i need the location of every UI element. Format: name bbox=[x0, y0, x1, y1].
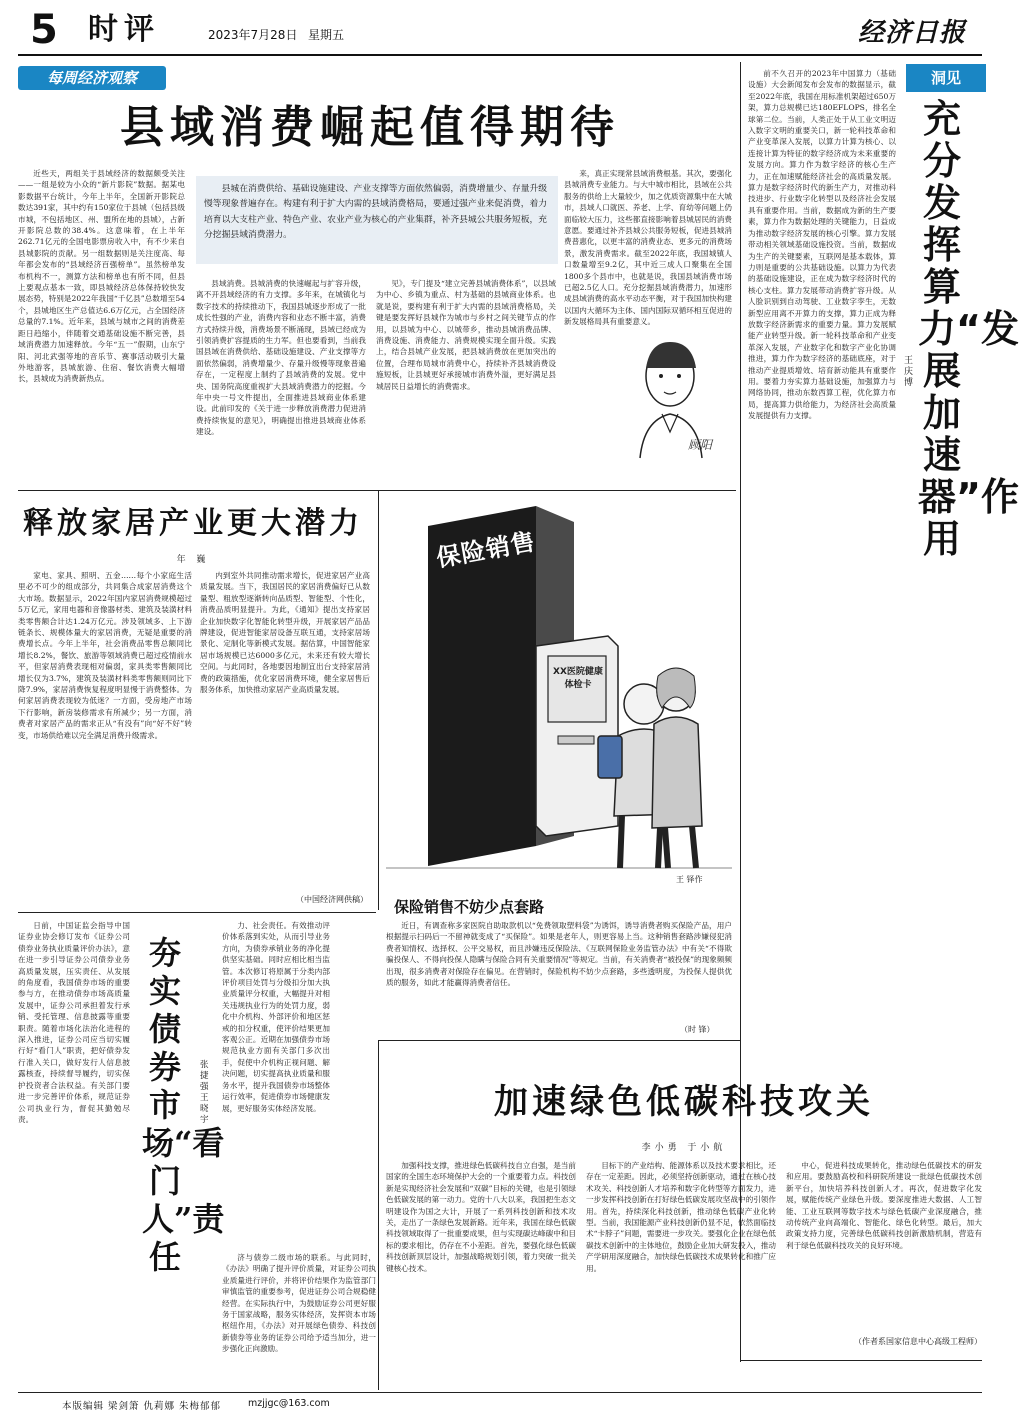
home-col-1 bbox=[18, 570, 192, 906]
home-author: 年 巍 bbox=[176, 555, 210, 565]
bond-title: 夯实债券市场“看门人”责任 bbox=[142, 934, 225, 1276]
bond-col-1 bbox=[18, 920, 130, 1390]
cartoon-text-author: （时 锋） bbox=[680, 1025, 715, 1034]
lead-title: 县域消费崛起值得期待 bbox=[120, 102, 620, 153]
footer-editors: 本版编辑 梁剑箫 仇莉娜 朱梅郁郁 bbox=[62, 1401, 222, 1412]
bond-green-divider bbox=[378, 1040, 379, 1390]
cartoon-text-block bbox=[386, 920, 732, 1024]
lead-col-1 bbox=[18, 168, 185, 486]
lead-col-2 bbox=[196, 278, 366, 486]
home-cartoon-divider bbox=[378, 490, 379, 910]
issue-date: 2023年7月28日 bbox=[208, 28, 298, 42]
lead-pullquote bbox=[196, 176, 558, 264]
kiosk-screen-text: XX医院健康体检卡 bbox=[553, 667, 603, 690]
bond-col-2 bbox=[222, 920, 330, 1244]
home-title: 释放家居产业更大潜力 bbox=[23, 506, 363, 541]
right-column-body: 前不久召开的2023年中国算力（基础设施）大会新闻发布会发布的数据显示，截至2022年底，我国在用标准机架超过650万架，算力总规模已达180EFLOPS，排名全球第二位。当前，人类正处于从工业文明迈入数字文明的重要关口，新一轮科技革命和产业变革深入发展，以算力计算为核心、以连接计算为特征的数字经济成为未来重要的发展方向。算力作为数字经济的核心生产力，正在加速赋能经济社会的高质量发展。算力是数字经济时代的新生产力，对推动科技进步、行业数字化转型以及经济社会发展具有重要作用。当前，数据成为新的生产要素，算力作为数据处理的关键能力，日益成为推动数字经济发展的核心引擎。算力发展带动相关领域基础设施投资。当前，数据成为生产的关键要素，互联网是基本载体，算力则是重要的公共基础设施。以算力为代表的基础设施建设，正在成为数字经济时代的核心支柱。算力发展带动消费扩容升级。从人脸识别到自动驾驶、工业数字孪生，无数新型应用离不开算力的支撑，算力正成为释放数字经济新需求的重要力量。算力发展赋能产业转型升级。新一轮科技革命和产业变革深入发展，产业数字化和数字产业化协调推进，算力作为数字经济的基础底座，对于推动产业提质增效、培育新动能具有重要作用。要着力夯实算力基础设施，加强算力与网络协同，推动东数西算工程，优化算力布局，提高算力供给能力，为经济社会高质量发展提供有力支撑。 bbox=[748, 69, 896, 421]
right-column-author: 王庆博 bbox=[904, 356, 914, 388]
lead-bottom-rule bbox=[18, 490, 736, 491]
issue-weekday: 星期五 bbox=[308, 28, 345, 42]
author-portrait bbox=[610, 328, 728, 474]
green-col-3 bbox=[786, 1160, 982, 1388]
home-text-2: 内到室外共同推动需求增长，促进家居产业高质量发展。当下，我国居民的家居消费偏好已从数量型、粗放型逐渐转向品质型、智能型、个性化，消费品质明显提升。为此，《通知》提出支持家居企业加快数字化智能化转型升级，开展家居产品品牌建设，促进智能家居设备互联互通，支持家居场景化、定制化等新模式发展。据估算，中国智能家居市场规模已达6000多亿元，未来还有较大增长空间。与此同时，各地要因地制宜出台支持家居消费的政策措施，优化家居消费环境，健全家居售后服务体系，加快推动家居产业高质量发展。 bbox=[200, 571, 370, 695]
cartoon-bottom-rule bbox=[378, 1040, 740, 1041]
cartoon bbox=[386, 496, 732, 890]
section-name: 时评 bbox=[88, 12, 160, 47]
green-title: 加速绿色低碳科技攻关 bbox=[494, 1082, 874, 1122]
bond-author: 张捷强 王晓宇 bbox=[200, 1060, 209, 1125]
masthead bbox=[0, 0, 1000, 62]
bond-text-1: 日前，中国证监会指导中国证券业协会修订发布《证券公司债券业务执业质量评价办法》，意在进一步引导证券公司债券业务高质量发展，压实责任、从发展的角度看，我国债券市场的重要参与方，在推动债券市场高质量发展中，证券公司承担着发行承销、受托管理、信息披露等重要职责。随着市场化法治化进程的深入推进，证券公司应当切实履行好“看门人”职责，把好债券发行准入关口，做好发行人信息披露核查，持续督导履约，切实保护投资者合法权益。有关部门要进一步完善评价体系，规范证券公司执业行为，督促其勤勉尽责。 bbox=[18, 921, 130, 1124]
home-col-2 bbox=[200, 570, 370, 890]
bond-text-2: 力、社会责任。有效推动评价体系落到实处，从而引导业务方向，为债券承销业务的净化提供坚实基础。同时应相比相当监管。本次修订将原属于分类内部评价项目处罚与分级扣分加大执业质量评分权重，大幅提升对相关违规执业行为的处罚力度，弱化中介机构、外部评价和地区惩戒的扣分权重，使评价结果更加客观公正。近期在加强债券市场规范执业方面有关部门多次出手，促使中介机构正视问题、解决问题，切实提高执业质量和服务水平，提升我国债券市场整体运行效率，促进债券市场健康发展，更好服务实体经济发展。 bbox=[222, 921, 330, 1113]
masthead-rule bbox=[18, 54, 982, 56]
lead-pullquote-text: 县城在消费供给、基础设施建设、产业支撑等方面依然偏弱，消费增量少、存量升级慢等现象普遍存在。构建有利于扩大内需的县域消费格局，要通过强产业来促消费，着力培育以大支柱产业、特色产业、农业产业为核心的产业集群，补齐县城公共服务短板，充分挖掘县域消费潜力。 bbox=[204, 184, 548, 241]
home-text-1: 家电、家具、照明、五金……每个小家庭生活里必不可少的组成部分，共同集合成家居消费这个大市场。数据显示，2022年国内家居消费规模超过5万亿元，家用电器和音像器材类、建筑及装潢材料类零售额合计达1.24万亿元。涉及领域多、上下游链条长、规模体量大的家居消费，无疑是重要的消费增长点。今年上半年，社会消费品零售总额同比增长8.2%，餐饮、旅游等领域消费已超过疫情前水平，但家居消费表现相对偏弱，家具类零售额同比增长仅为3.7%，建筑及装潢材料类零售额则同比下降7.9%，家居消费恢复程度明显慢于消费整体。为何家居消费表现较为低迷？一方面，受房地产市场下行影响，新房装修需求有所减少；另一方面，消费者对家居产品的需求正从“有没有”向“好不好”转变，市场供给难以完全满足消费升级需求。 bbox=[18, 571, 192, 740]
cartoon-artist: 王 铎作 bbox=[676, 875, 703, 884]
footer-rule bbox=[18, 1392, 982, 1393]
page-number: 5 bbox=[30, 7, 58, 53]
mid-rule bbox=[18, 912, 376, 913]
home-footer: （中国经济网供稿） bbox=[296, 895, 368, 904]
author-signature: 顾阳 bbox=[688, 438, 713, 452]
green-col-2 bbox=[586, 1160, 776, 1388]
cartoon-text: 近日，有调查称多家医院自助取款机以“免费领取塑料袋”为诱饵，诱导消费者购买保险产品，用户根据提示扫码后一不留神就变成了“买保险”。如果是老年人，则更容易上当。这种销售套路涉嫌侵犯消费者知情权、选择权、公平交易权，而且涉嫌违反保险法、《互联网保险业务监管办法》中有关“不得欺骗投保人、不得向投保人隐瞒与保险合同有关重要情况”等规定。当前，有关消费者“被投保”的现象频频出现，很多消费者对保险存在偏见。在营销时，保险机构不妨少点套路，多些透明度，为投保人提供优质的服务，如此才能赢得消费者信任。 bbox=[386, 921, 732, 988]
lead-col-3 bbox=[376, 278, 556, 486]
cartoon-title: 保险销售不妨少点套路 bbox=[394, 898, 545, 916]
column-tag-label: 每周经济观察 bbox=[46, 69, 137, 87]
right-column-title: 充分发挥算力“发展加速器”作用 bbox=[918, 97, 1019, 561]
lead-text-3: 见》，专门提及“建立完善县城消费体系”，以县域为中心、乡镇为重点、村为基础的县城商业体系。也就是说，要构建有利于扩大内需的县域消费格局，关键是要发挥好县城作为城市与乡村之间关键节点的作用，以县城为中心、以城带乡，推动县城消费品牌、消费设施、消费能力、消费规模实现全面升级。实践上，结合县城产业发展，把县城消费放在更加突出的位置，合理布局城市消费中心，持续补齐县城消费设施短板，让县城更好承接城市消费外溢，更好满足县城居民日益增长的消费需求。 bbox=[376, 279, 556, 391]
lead-text-4: 来，真正实现常县域消费根基。其次，要强化县城消费专业能力。与大中城市相比，县域在公共服务的供给上大量较少，加之优质资源集中在大城市，县域人口就医、养老、上学、育幼等问题上仍面临较大压力，这些都直接影响着县城居民的消费意愿。要通过补齐县城公共服务短板，促进县城消费普惠化，以更丰富的消费业态、更多元的消费场景，激发消费需求。截至2022年底，我国城镇人口数量增至9.2亿，其中近三成人口聚集在全国1800多个县市中，也就是说，我国县域消费市场已超2.5亿人口。充分挖掘县域消费潜力，加速形成县域消费的高水平动态平衡，对于我国加快构建以国内大循环为主体、国内国际双循环相互促进的新发展格局具有重要意义。 bbox=[564, 169, 732, 327]
footer-email: mzjjgc@163.com bbox=[248, 1398, 330, 1409]
green-text-2: 目标下的产业结构、能源体系以及技术要求相比，还存在一定差距。因此，必须坚持创新驱动，通过在核心技术攻关、科技创新人才培养和数字化转型等方面发力，进一步发挥科技创新在打好绿色低碳发展攻坚战中的引领作用。首先，持续深化科技创新，推动绿色低碳产业化转型。当前，我国能源产业科技创新仍显不足，依然面临技术“卡脖子”问题，需要进一步攻关。要强化企业在绿色低碳技术创新中的主体地位，鼓励企业加大研发投入，推动产学研用深度融合，加快绿色低碳技术成果转化和推广应用。 bbox=[586, 1161, 777, 1273]
booth-sign: 保险销售 bbox=[434, 527, 538, 573]
lead-text-1: 近些天，两组关于县域经济的数据颇受关注——一组是较为小众的“新片影院”数据。据某电影数据平台统计，今年上半年，全国新开影院总数达391家，其中约有150家位于县城（包括县级市城，不包括地区、州、盟所在地的县城），占新开影院总数的38.4%。这意味着，在上半年262.71亿元的全国电影票房收入中，有不少来自县城影院的贡献。另一组数据则是关注度高、每年都会发布的“县域经济百强榜单”。虽然榜单发布机构不一，测算方法和榜单也有所不同，但县上要观点基本一致，即县城经济总体保持较快发展态势，特别是2022年我国“千亿县”总数增至54个，县城地区生产总值达6.6万亿元，占全国经济总量的7.1%。近年来，县域与城市之间的消费差距日趋缩小，伴随着交通基础设施不断完善，县域消费潜力加速释放。今年“五一”假期，山东宁阳、河北武强等地的音乐节、赛事活动吸引大量外地游客，县城旅游、住宿、餐饮消费大幅增长，县城成为消费新热点。 bbox=[18, 169, 185, 384]
right-column-tag bbox=[906, 64, 986, 92]
green-text-1: 加强科技支撑，推进绿色低碳科技自立自强，是当前国家的全国生态环境保护大会的一个重要着力点。科技创新是实现经济社会发展和“双碳”目标的关键，也是引领绿色低碳发展的第一动力。党的十八大以来，我国把生态文明建设作为国之大计，开展了一系列科技创新和技术攻关，走出了一条绿色发展新路。近年来，我国在绿色低碳科技领域取得了一批重要成果，但与实现碳达峰碳中和目标的要求相比，仍存在不小差距。首先，要强化绿色低碳科技创新顶层设计，加强战略规划引领，着力突破一批关键核心技术。 bbox=[386, 1161, 577, 1273]
right-column-footer: （作者系国家信息中心高级工程师） bbox=[854, 1337, 982, 1346]
lead-text-2: 县域消费。县城消费的快速崛起与扩容升级，离不开县域经济的有力支撑。多年来，在城镇化与数字技术的持续推动下，我国县城逐步形成了一批成长性强的产业，消费内容和业态不断丰富，消费方式持续升级，消费场景不断涌现，县域已经成为引领消费扩容提质的生力军。但也要看到，当前我国县域在消费供给、基础设施建设、产业支撑等方面依然偏弱，消费增量少、存量升级慢等现象普遍存在，一定程度上制约了县域消费的发展。党中央、国务院高度重视扩大县域消费潜力的挖掘。今年中央一号文件提出，全面推进县域商业体系建设。此前印发的《关于进一步释放消费潜力促进消费持续恢复的意见》，明确提出推进县域商业体系建设。 bbox=[196, 279, 366, 437]
green-col-1 bbox=[386, 1160, 576, 1388]
bond-col-3 bbox=[222, 1252, 376, 1388]
column-tag bbox=[18, 66, 166, 90]
green-text-3: 中心，促进科技成果转化，推动绿色低碳技术的研发和应用。要鼓励高校和科研院所建设一批绿色低碳技术创新平台，加快培养科技创新人才。再次，促进数字化发展，赋能传统产业绿色升级。要深度推进大数据、人工智能、工业互联网等数字技术与绿色低碳产业深度融合，推动传统产业向高端化、智能化、绿色化转型。最后，加大政策支持力度，完善绿色低碳科技创新激励机制，营造有利于绿色低碳科技攻关的良好环境。 bbox=[786, 1161, 982, 1250]
right-column-tag-label: 洞见 bbox=[930, 69, 961, 87]
green-author: 李小勇 于小航 bbox=[641, 1143, 727, 1153]
paper-logo: 经济日报 bbox=[858, 18, 967, 48]
bond-text-3: 济与债券二级市场的联系。与此同时，《办法》明确了提升评价质量，对证券公司执业质量进行评价，并将评价结果作为监管部门审慎监管的重要参考，促进证券公司合规稳健经营。在实际执行中，为鼓励证券公司更好服务于国家战略，服务实体经济，发挥资本市场枢纽作用，《办法》对开展绿色债券、科技创新债券等业务的证券公司给予适当加分，进一步强化正向激励。 bbox=[222, 1253, 376, 1354]
